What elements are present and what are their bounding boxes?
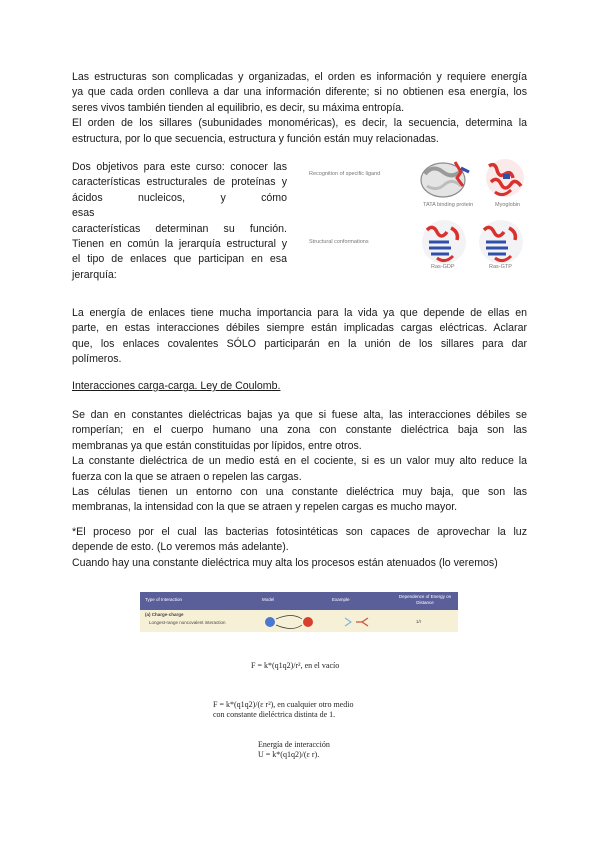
ras-gtp-ribbon xyxy=(479,220,523,264)
objectives-line: ácidos nucleicos, y cómo esas xyxy=(72,191,287,220)
formula-vacuum: F = k*(q1q2)/r², en el vacío xyxy=(251,661,340,670)
intro-line: El orden de los sillares (subunidades monoméricas), es decir, la secuencia, determina la xyxy=(72,117,527,130)
example-molecule-icon xyxy=(345,618,351,626)
figure-label-tata: TATA binding protein xyxy=(423,202,474,208)
energy-line: polímeros. xyxy=(72,353,122,366)
formula-energy-title: Energía de interacción xyxy=(258,740,330,749)
interaction-table-figure xyxy=(140,592,458,642)
bacteria-line: depende de esto. (Lo veremos más adelante). xyxy=(72,541,289,554)
protein-ribbons xyxy=(305,150,530,280)
bacteria-line: Cuando hay una constante dieléctrica muy alta los procesos están atenuados (lo veremos) xyxy=(72,556,498,569)
objectives-line: características determinan su función. xyxy=(72,222,287,235)
intro-line: seres vivos también tienden al equilibrio, es decir, su máxima entropía. xyxy=(72,101,405,114)
intro-line: estructura, por lo que secuencia, estructura y función están muy relacionadas. xyxy=(72,132,439,145)
objectives-line: características estructurales de proteínas y xyxy=(72,176,287,189)
energy-paragraph xyxy=(72,306,527,368)
formula-medium-line: con constante dieléctrica distinta de 1. xyxy=(213,709,336,719)
dielectric-line: Las células tienen un entorno con una constante dieléctrica muy baja, que son las xyxy=(72,486,527,499)
bacteria-line: *El proceso por el cual las bacterias fotosintéticas son capaces de aprovechar la luz xyxy=(72,526,527,538)
objectives-paragraph xyxy=(72,160,287,283)
figure-label-ras-gdp: Ras-GDP xyxy=(431,264,455,270)
charge-model-diagram xyxy=(140,610,458,632)
table-header xyxy=(140,592,458,610)
row-description: Longest-range noncovalent interaction xyxy=(149,620,226,625)
dielectric-line: fuerza con la que se atraen o repelen las cargas. xyxy=(72,470,302,483)
ras-gdp-ribbon xyxy=(422,220,466,264)
dielectric-line: La constante dieléctrica de un medio está en el cociente, si es un valor muy alto reduce la xyxy=(72,455,527,468)
tata-protein-ribbon xyxy=(421,162,469,197)
row-dependence: 1/r xyxy=(416,619,422,624)
positive-charge-icon xyxy=(265,617,275,627)
dielectric-line: membranas ya que están constituidas por lípidos, entre otros. xyxy=(72,439,362,452)
formula-energy xyxy=(258,740,330,759)
table-header-example: Example xyxy=(332,597,350,602)
negative-charge-icon xyxy=(303,617,313,627)
objectives-line: jerarquía: xyxy=(72,268,117,281)
objectives-line: el tipo de enlaces que participan en esa xyxy=(72,253,287,266)
objectives-line: Tienen en común la jerarquía estructural y xyxy=(72,238,287,251)
formula-medium xyxy=(213,700,353,719)
energy-line: La energía de enlaces tiene mucha importancia para la vida ya que depende de ellas en xyxy=(72,307,527,319)
objectives-line: Dos objetivos para este curso: conocer las xyxy=(72,161,287,173)
dielectric-line: Se dan en constantes dieléctricas bajas ya que si fuese alta, las interacciones débiles se xyxy=(72,409,527,421)
dielectric-line: romperían; en el cuerpo humano una zona con constante dieléctrica baja son las xyxy=(72,424,527,437)
table-header-type: Type of Interaction xyxy=(145,597,183,602)
example-ion-icon xyxy=(356,618,368,626)
dielectric-paragraph xyxy=(72,408,527,516)
bacteria-paragraph xyxy=(72,525,527,571)
intro-line: Las estructuras son complicadas y organizadas, el orden es información y requiere energía xyxy=(72,71,527,83)
table-header-model: Model xyxy=(262,597,275,602)
dielectric-line: membranas, la intensidad con la que se atraen y repelen cargas es mucho mayor. xyxy=(72,501,458,514)
intro-paragraph xyxy=(72,70,527,147)
figure-label-ras-gtp: Ras-GTP xyxy=(489,264,512,270)
energy-line: que, los enlaces covalentes SÓLO participarán en la unión de los sillares para dar xyxy=(72,337,527,350)
coulomb-heading: Interacciones carga-carga. Ley de Coulomb. xyxy=(72,380,281,392)
figure-label-conformations: Structural conformations xyxy=(309,239,369,245)
figure-label-ligand: Recognition of specific ligand xyxy=(309,171,381,177)
myoglobin-ribbon xyxy=(486,159,524,197)
table-row-charge xyxy=(140,610,458,632)
intro-line: ya que cada orden conlleva a dar una información diferente; si no obtienen esa energía, los xyxy=(72,86,527,99)
protein-structures-figure xyxy=(305,150,530,280)
row-title: (a) Charge-charge xyxy=(145,612,184,617)
formula-medium-line: F = k*(q1q2)/(ε r²), en cualquier otro medio xyxy=(213,700,354,709)
figure-label-myoglobin: Myoglobin xyxy=(495,202,521,208)
formula-energy-equation: U = k*(q1q2)/(ε r). xyxy=(258,749,320,759)
energy-line: parte, en estas interacciones débiles siempre están implicadas cargas eléctricas. Aclarar xyxy=(72,322,527,335)
table-header-dependence: Dependence of Energy on Distance xyxy=(398,594,452,605)
